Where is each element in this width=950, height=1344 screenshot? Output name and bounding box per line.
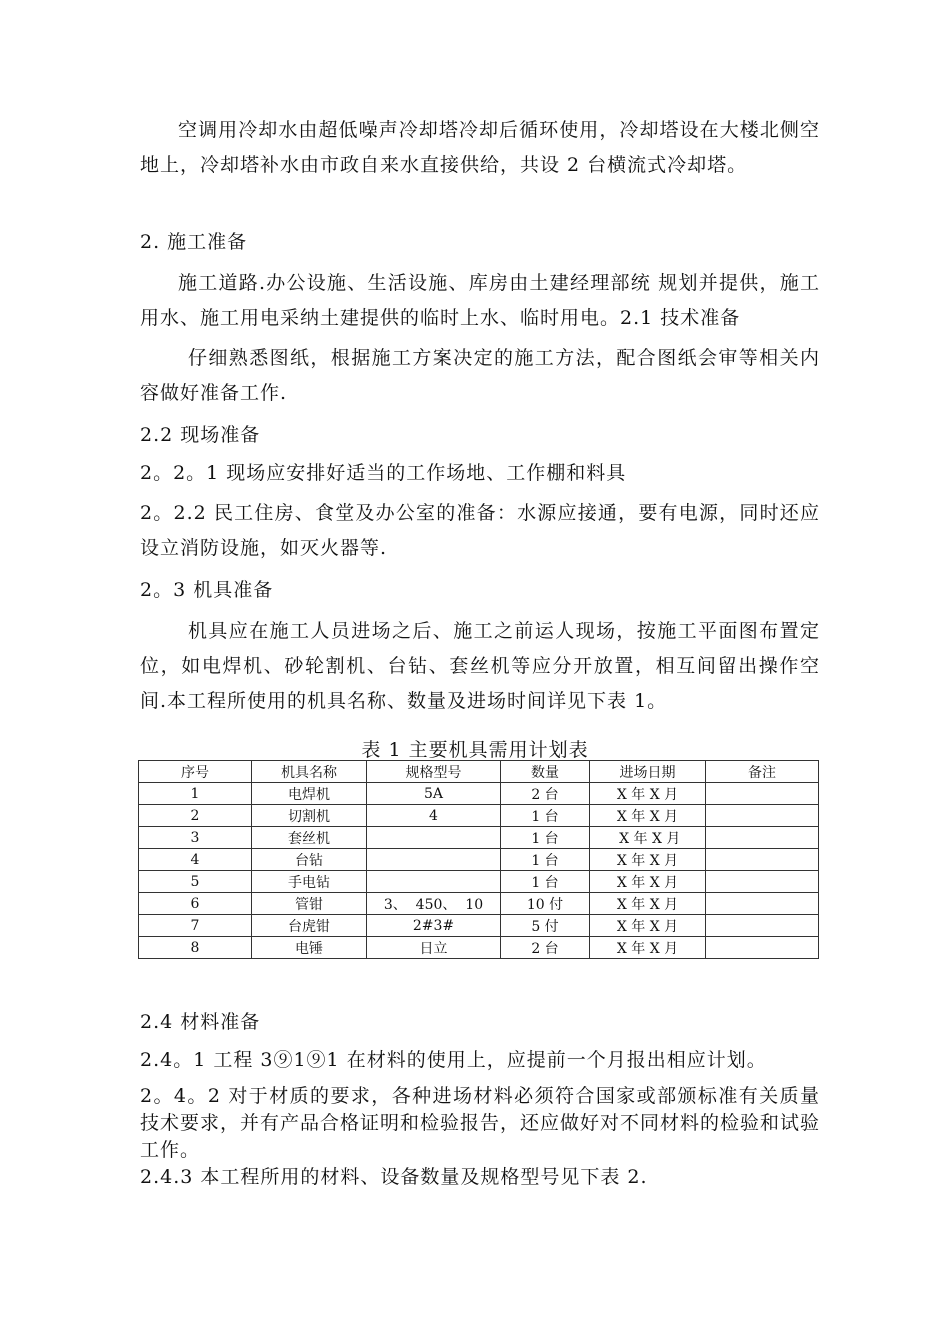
table-cell: 1 台 (501, 849, 590, 871)
paragraph-site-facilities: 施工道路.办公设施、生活设施、库房由土建经理部统 规划并提供，施工用水、施工用电采纳土建提供的临时上水、临时用电。2.1 技术准备 (140, 272, 820, 329)
table-cell: 台虎钳 (252, 915, 367, 937)
table-cell: 管钳 (252, 893, 367, 915)
table-cell: 8 (139, 937, 252, 959)
paragraph-cooling-water: 空调用冷却水由超低噪声冷却塔冷却后循环使用，冷却塔设在大楼北侧空地上，冷却塔补水由市政自来水直接供给，共设 2 台横流式冷却塔。 (140, 119, 820, 176)
table-cell: X 年 X 月 (590, 893, 706, 915)
table-cell: 4 (367, 805, 501, 827)
header-cell: 规格型号 (367, 761, 501, 783)
table-cell (706, 937, 819, 959)
table-cell: 5 (139, 871, 252, 893)
table-cell: 3 (139, 827, 252, 849)
paragraph-2-2-2: 2。2.2 民工住房、食堂及办公室的准备：水源应接通，要有电源，同时还应设立消防设施，如灭火器等. (140, 502, 820, 559)
table-cell: X 年 X 月 (590, 827, 706, 849)
table-row (139, 915, 819, 937)
header-cell: 数量 (501, 761, 590, 783)
table-cell: 电焊机 (252, 783, 367, 805)
table-row (139, 849, 819, 871)
table-cell: 2 (139, 805, 252, 827)
heading-material-prep: 2.4 材料准备 (140, 1011, 261, 1033)
paragraph-technical-prep: 仔细熟悉图纸，根据施工方案决定的施工方法，配合图纸会审等相关内容做好准备工作. (140, 347, 820, 404)
table-row (139, 783, 819, 805)
table-row (139, 937, 819, 959)
tools-table (138, 760, 819, 959)
table-cell: 1 台 (501, 871, 590, 893)
paragraph-2-4-3: 2.4.3 本工程所用的材料、设备数量及规格型号见下表 2. (140, 1166, 648, 1188)
table-cell (706, 893, 819, 915)
paragraph-2-4-2: 2。4。2 对于材质的要求，各种进场材料必须符合国家或部颁标准有关质量技术要求，并有产品合格证明和检验报告，还应做好对不同材料的检验和试验工作。 (140, 1085, 821, 1161)
table-header-row (139, 761, 819, 783)
table-cell: 4 (139, 849, 252, 871)
heading-construction-prep: 2. 施工准备 (140, 231, 248, 253)
table-cell (706, 849, 819, 871)
table-row (139, 805, 819, 827)
header-cell: 序号 (139, 761, 252, 783)
table-cell: 7 (139, 915, 252, 937)
table-cell: 5 付 (501, 915, 590, 937)
table-cell (367, 827, 501, 849)
table-cell: 切割机 (252, 805, 367, 827)
heading-tool-prep: 2。3 机具准备 (140, 579, 274, 601)
header-cell: 进场日期 (590, 761, 706, 783)
table-cell: 1 台 (501, 827, 590, 849)
table-cell: 2#3# (367, 915, 501, 937)
table-cell: X 年 X 月 (590, 871, 706, 893)
table-row (139, 827, 819, 849)
table-cell: 1 台 (501, 805, 590, 827)
table-cell: 5A (367, 783, 501, 805)
table-caption: 表 1 主要机具需用计划表 (361, 739, 589, 761)
paragraph-2-2-1: 2。2。1 现场应安排好适当的工作场地、工作棚和料具 (140, 462, 627, 484)
table-cell (706, 783, 819, 805)
table-cell (706, 827, 819, 849)
table-cell (367, 871, 501, 893)
table-cell: X 年 X 月 (590, 849, 706, 871)
table-cell: 2 台 (501, 937, 590, 959)
table-cell: 日立 (367, 937, 501, 959)
table-cell: X 年 X 月 (590, 915, 706, 937)
table-cell: 台钻 (252, 849, 367, 871)
header-cell: 机具名称 (252, 761, 367, 783)
paragraph-2-4-1: 2.4。1 工程 3⑨1⑨1 在材料的使用上，应提前一个月报出相应计划。 (140, 1049, 767, 1071)
table-row (139, 893, 819, 915)
paragraph-tool-placement: 机具应在施工人员进场之后、施工之前运人现场，按施工平面图布置定位，如电焊机、砂轮割机、台钻、套丝机等应分开放置，相互间留出操作空间.本工程所使用的机具名称、数量及进场时间详见下表 1。 (140, 620, 820, 712)
table-cell (706, 871, 819, 893)
table-cell: 电锤 (252, 937, 367, 959)
header-cell: 备注 (706, 761, 819, 783)
table-cell: 6 (139, 893, 252, 915)
table-row (139, 871, 819, 893)
table-cell: 3、 450、 10 (367, 893, 501, 915)
table-cell: X 年 X 月 (590, 805, 706, 827)
table-cell: 套丝机 (252, 827, 367, 849)
table-cell: 手电钻 (252, 871, 367, 893)
heading-site-prep: 2.2 现场准备 (140, 424, 261, 446)
table-cell: X 年 X 月 (590, 783, 706, 805)
table-cell (367, 849, 501, 871)
table-cell: 2 台 (501, 783, 590, 805)
table-cell: X 年 X 月 (590, 937, 706, 959)
table-cell: 10 付 (501, 893, 590, 915)
table-cell (706, 805, 819, 827)
table-cell: 1 (139, 783, 252, 805)
table-cell (706, 915, 819, 937)
